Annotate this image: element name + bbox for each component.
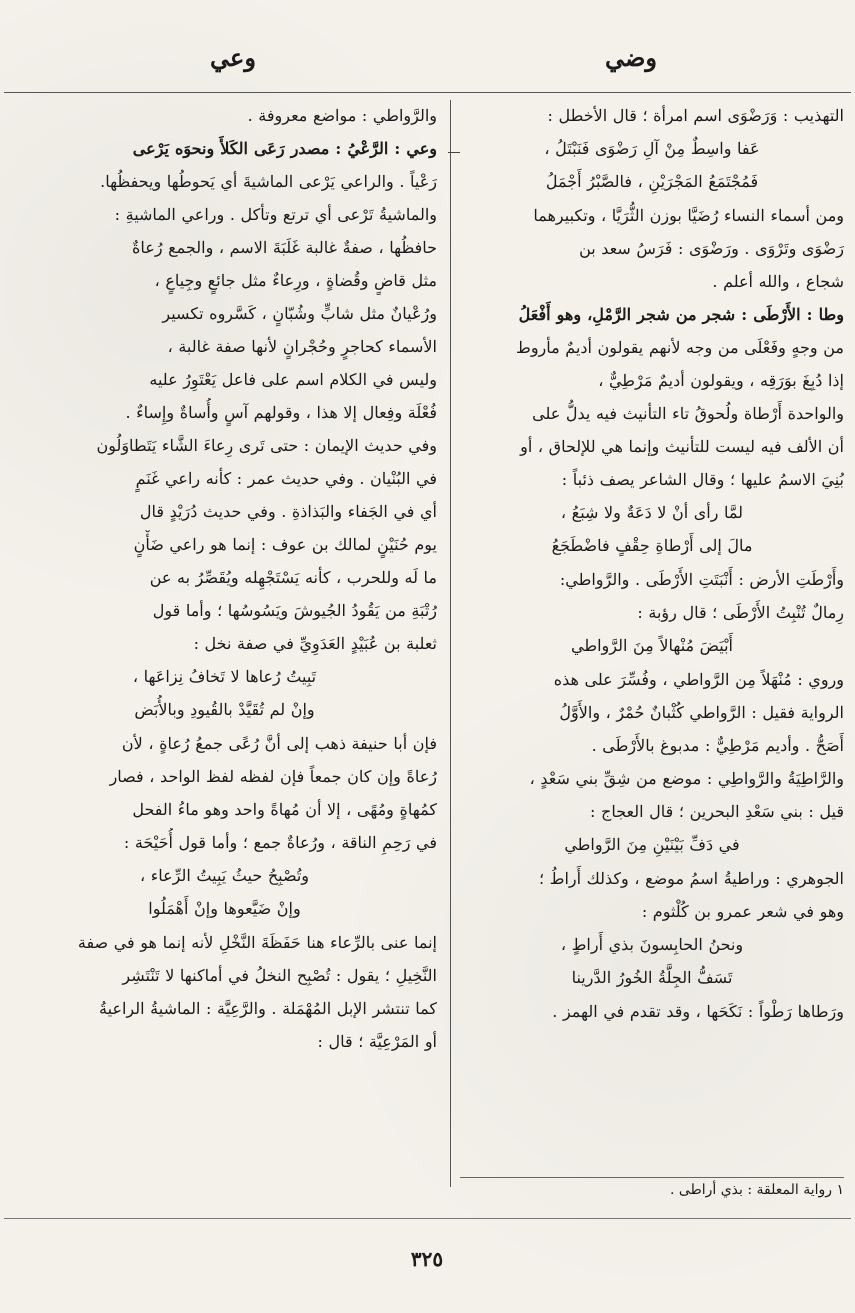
left-verse-line-2: وإنْ لم تُقَيَّدْ بالقُيودِ وبالأُبَض [134, 700, 315, 719]
left-line-20: فإن أبا حنيفة ذهب إلى أنَّ رُعًى جمعُ رُعاةٍ ، لأن [121, 734, 437, 753]
bottom-rule [4, 1218, 851, 1219]
left-line-22: كمُهاةٍ ومُهًى ، إلا أن مُهاةً واحد وهو ماءُ الفحل [132, 800, 437, 819]
right-column [460, 101, 844, 1030]
left-line-1: والرَّواطي : مواضع معروفة . [247, 106, 437, 125]
right-line-10: والواحدة أَرْطاة ولُحوقُ تاء التأنيث فيه يدلُّ على [532, 404, 844, 423]
right-verse-line-5: أَبْيَضَ مُنْهالاً مِنَ الرَّواطي [571, 636, 733, 655]
footnote: ١ رواية المعلقة : بذي أراطى . [670, 1182, 844, 1198]
left-line-23: في رَحِمِ الناقة ، ورُعاةٌ جمع ؛ وأما قول أُحَيْحَة : [123, 833, 437, 852]
left-line-3: رَعْياً . والراعي يَرْعى الماشيةَ أي يَحوطُها ويحفظُها. [100, 172, 437, 191]
entry-wai-title: وعي : الرَّعْيُ : مصدر رَعَى الكَلأَ ونحوَه يَرْعى [132, 139, 437, 158]
right-line-12: بُنِيَ الاسمُ عليها ؛ وقال الشاعر يصف ذئباً : [561, 470, 844, 489]
right-line-9: إذا دُبِغَ بوَرَقِه ، ويقولون أديمٌ مَرْطِيٌّ ، [598, 371, 844, 390]
left-line-29: أو المَرْعِيَّة ؛ قال : [317, 1032, 437, 1051]
right-line-6: شجاع ، والله أعلم . [712, 272, 844, 291]
left-line-11: وفي حديث الإيمان : حتى تَرى رِعاءَ الشَّاء يَتَطاوَلُون [96, 436, 437, 455]
header-rule [4, 92, 851, 93]
left-line-9: وليس في الكلام اسم على فاعل يَعْتَوِرُ عليه [149, 370, 437, 389]
right-verse-line-4: مالَ إلى أَرْطاةِ حِقْفٍ فاضْطَجَعُ [551, 536, 753, 555]
page-number: ٣٢٥ [410, 1247, 444, 1271]
right-line-18: وروي : مُنْهَلاً مِن الرَّواطي ، وفُسِّرَ على هذه [553, 670, 844, 689]
margin-pointer [448, 152, 460, 153]
right-line-21: والرَّاطِيَةُ والرَّواطِي : موضع من شِقِّ بني سَعْدٍ ، [529, 769, 844, 788]
column-divider [450, 100, 451, 1187]
left-line-27: النَّخِيلِ ؛ يقول : تُصْبِح النخلُ في أماكنها لا تَنْتَشِر [122, 966, 437, 985]
right-line-16: رِمالٌ تُنْبِتُ الأَرْطَى ؛ قال رؤبة : [637, 603, 844, 622]
right-verse-line-2: فَمُجْتَمَعُ المَجْرَيْنِ ، فالصَّبْرُ أَجْمَلُ [545, 172, 759, 191]
right-verse-line-1: عَفا واسِطٌ مِنْ آلِ رَضْوَى فَنَبْتَلُ ، [544, 139, 760, 158]
left-line-17: ثعلبة بن عُبَيْدٍ العَدَوِيِّ في صفة نخل : [193, 634, 437, 653]
right-line-24: الجوهري : وراطيةُ اسمُ موضع ، وكذلك أَراطُ ؛ [538, 869, 844, 888]
left-line-15: ما لَه وللحرب ، كأنه يَسْتَجْهِله ويُقَصِّرُ به عن [149, 568, 437, 587]
left-line-13: أي في الجَفاء والبَذاذةِ . وفي حديث دُرَيْدٍ قال [139, 502, 437, 521]
entry-wata-title: وطا : الأَرْطَى : شجر من شجر الرَّمْلِ، وهو أَفْعَلُ [518, 305, 844, 324]
right-line-20: أَصَحُّ . وأديم مَرْطِيٌّ : مدبوغ بالأَرْطَى . [591, 736, 844, 755]
left-line-6: مثل قاضٍ وقُضاةٍ ، ورِعاءٌ مثل جائعٍ وجِياعٍ ، [154, 271, 437, 290]
left-line-21: رُعاةً وإن كان جمعاً فإن لفظه لفظ الواحد ، فصار [109, 767, 437, 786]
right-header-title: وضي [605, 43, 657, 72]
right-line-11: أن الألف فيه ليست للتأنيث وإنما هي للإلحاق ، أو [520, 437, 844, 456]
left-line-16: رُتْبَةِ من يَقُودُ الجُيوشَ ويَسُوسُها ؛ وأما قول [152, 601, 437, 620]
left-line-10: فُعْلَة وفِعال إلا هذا ، وقولهم آسٍ وأُساةٌ وإِساءٌ . [125, 403, 437, 422]
right-verse-line-3: لمَّا رأى أنْ لا دَعَةٌ ولا شِبَعُ ، [560, 503, 744, 522]
right-verse-line-8: تَسَفُّ الجِلَّةُ الخُورُ الدَّرينا [571, 968, 733, 987]
right-line-8: من وجهٍ وفَعْلَى من وجه لأنهم يقولون أديمٌ مأروط [516, 338, 844, 357]
right-line-15: وأَرْطَتِ الأرض : أَنْبَتَتِ الأَرْطَى . والرَّواطي: [559, 570, 844, 589]
left-line-4: والماشيةُ تَرْعى أي ترتع وتأكل . وراعي الماشيةِ : [114, 205, 437, 224]
right-line-5: رَضْوَى وتَرْوَى . ورَضْوَى : فَرَسُ سعد بن [579, 239, 844, 258]
right-line-22: قيل : بني سَعْدِ البحرين ؛ قال العجاج : [590, 802, 844, 821]
left-line-5: حافظُها ، صفةٌ غالبة غَلَبَةَ الاسم ، والجمع رُعاةٌ [132, 238, 437, 257]
left-line-14: يوم حُنَيْنٍ لمالك بن عوف : إنما هو راعي ضَأْنٍ [133, 535, 437, 554]
left-verse-line-3: وتُصْبِحُ حيثُ يَبِيتُ الرِّعاء ، [139, 866, 310, 885]
right-line-19: الرواية فقيل : الرَّواطي كُثْبانٌ حُمْرٌ ، والأَوَّلُ [559, 703, 844, 722]
left-line-28: كما تنتشر الإبل المُهْمَلة . والرَّعِيَّة : الماشيةُ الراعيةُ [99, 999, 437, 1018]
left-line-7: ورُعْيانٌ مثل شابٍّ وشُبّانٍ ، كَسَّروه تكسير [162, 304, 437, 323]
right-verse-line-7: ونحنُ الحابِسونَ بذي أَراطٍ ، [560, 935, 744, 954]
left-column [12, 101, 437, 1056]
left-line-12: في البُنْيان . وفي حديث عمر : كأنه راعي غَنَمٍ [135, 469, 437, 488]
left-verse-line-1: تَبِيتُ رُعاها لا تَخافُ نِزاعَها ، [132, 667, 317, 686]
footnote-rule [460, 1177, 844, 1178]
left-verse-line-4: وإنْ ضَيَّعوها وإنْ أَهْمَلُوا [148, 899, 301, 918]
left-line-8: الأسماء كحاجرٍ وحُجْرانٍ لأنها صفة غالبة ، [167, 337, 437, 356]
right-line-1: التهذيب : وَرَضْوَى اسم امرأة ؛ قال الأخطل : [547, 106, 844, 125]
left-line-26: إنما عنى بالرِّعاء هنا حَفَظَةَ النَّخْلِ لأنه إنما هو في صفة [77, 933, 437, 952]
right-line-4: ومن أسماء النساء رُضَيَّا بوزن الثُّرَيَّا ، وتكبيرهما [533, 206, 844, 225]
right-line-28: ورَطاها رَطْواً : نَكَحَها ، وقد تقدم في الهمز . [552, 1002, 844, 1021]
left-header-title: وعي [210, 43, 256, 72]
right-verse-line-6: في دَفِّ بَيْنَيْنِ مِنَ الرَّواطي [564, 835, 740, 854]
right-line-25: وهو في شعر عمرو بن كُلْثوم : [641, 902, 844, 921]
